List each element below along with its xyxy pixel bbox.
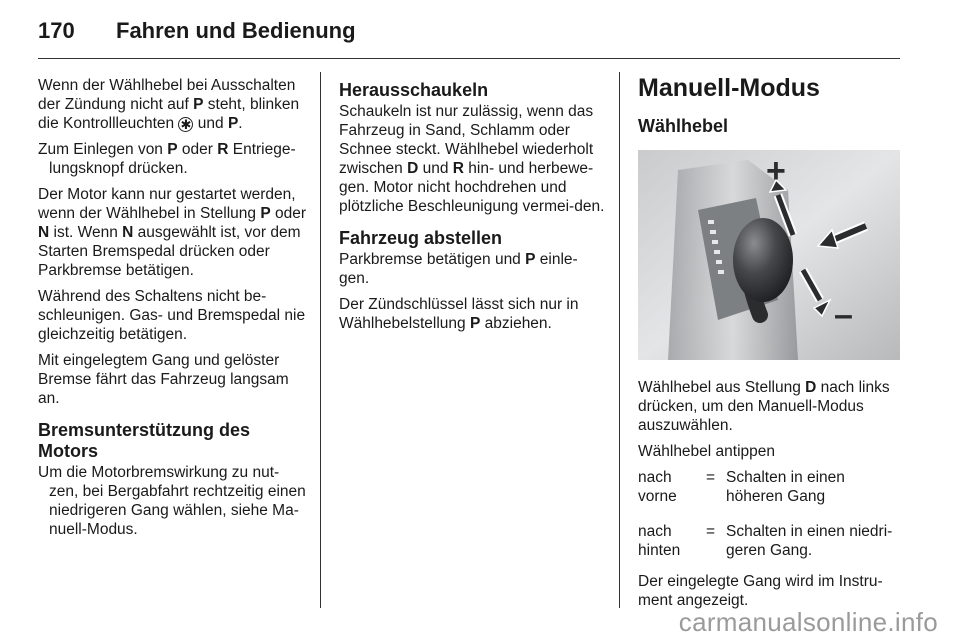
column-divider-1 xyxy=(320,72,321,608)
table-row xyxy=(638,468,902,506)
paragraph-manuell-auswaehlen: Wählhebel aus Stellung D nach links drücken, um den Manuell-Modus auszuwählen. xyxy=(638,379,890,434)
watermark: carmanualsonline.info xyxy=(678,607,938,637)
paragraph-parkbremse: Parkbremse betätigen und P einle-gen. xyxy=(339,251,578,287)
gear-selector-illustration xyxy=(638,150,900,360)
plus-sign: + xyxy=(766,152,786,190)
definition-description: Schalten in einen niedri-geren Gang. xyxy=(726,523,893,559)
heading-manuell-modus: Manuell-Modus xyxy=(638,74,820,102)
heading-waehlhebel: Wählhebel xyxy=(638,116,729,136)
paragraph-motorstart: Der Motor kann nur gestartet werden, wenn der Wählhebel in Stellung P oder N ist. Wenn N ausgewählt ist, vor dem Starten Bremspedal drücken oder Parkbremse betätigen. xyxy=(38,186,306,279)
paragraph-gang-angezeigt: Der eingelegte Gang wird im Instru-ment angezeigt. xyxy=(638,573,883,609)
definition-description: Schalten in einen höheren Gang xyxy=(726,469,845,505)
paragraph-ausschalten: Wenn der Wählhebel bei Ausschalten der Zündung nicht auf P steht, blinken die Kontrollleuchten ✱ und P. xyxy=(38,77,300,132)
column-2 xyxy=(339,76,605,340)
definition-equals: = xyxy=(706,469,716,486)
column-1 xyxy=(38,76,306,546)
minus-sign: – xyxy=(834,296,853,334)
column-3 xyxy=(638,74,902,617)
paragraph-einlegen: Zum Einlegen von P oder R Entriege-lungsknopf drücken. xyxy=(38,141,296,177)
header-rule xyxy=(38,58,900,59)
definition-term: nach vorne xyxy=(638,469,677,505)
paragraph-motorbremse: Um die Motorbremswirkung zu nut-zen, bei Bergabfahrt rechtzeitig einen niedrigeren Gang wählen, siehe Ma-nuell-Modus. xyxy=(38,464,306,538)
paragraph-schalten: Während des Schaltens nicht be-schleunigen. Gas- und Bremspedal nie gleichzeitig betätigen. xyxy=(38,288,306,343)
paragraph-zuendschluessel: Der Zündschlüssel lässt sich nur in Wählhebelstellung P abziehen. xyxy=(339,296,579,332)
shift-definition-table xyxy=(638,468,902,560)
heading-bremsunterstuetzung: Bremsunterstützung des Motors xyxy=(38,420,251,461)
table-row xyxy=(638,522,902,560)
selector-knob xyxy=(733,218,793,302)
control-light-icon: ✱ xyxy=(178,117,193,132)
page-number: 170 xyxy=(38,18,75,43)
column-divider-2 xyxy=(619,72,620,608)
paragraph-antippen: Wählhebel antippen xyxy=(638,443,776,460)
heading-herausschaukeln: Herausschaukeln xyxy=(339,80,489,100)
heading-fahrzeug-abstellen: Fahrzeug abstellen xyxy=(339,228,503,248)
paragraph-schaukeln: Schaukeln ist nur zulässig, wenn das Fahrzeug in Sand, Schlamm oder Schnee steckt. Wählhebel wiederholt zwischen D und R hin- und herbewe-gen. Motor nicht hochdrehen und plötzliche Beschleunigung vermei-den. xyxy=(339,103,605,215)
definition-equals: = xyxy=(706,523,716,540)
paragraph-anfahren: Mit eingelegtem Gang und gelöster Bremse fährt das Fahrzeug langsam an. xyxy=(38,352,289,407)
page-header xyxy=(38,18,356,44)
definition-term: nach hinten xyxy=(638,523,681,559)
chapter-title: Fahren und Bedienung xyxy=(116,18,356,43)
